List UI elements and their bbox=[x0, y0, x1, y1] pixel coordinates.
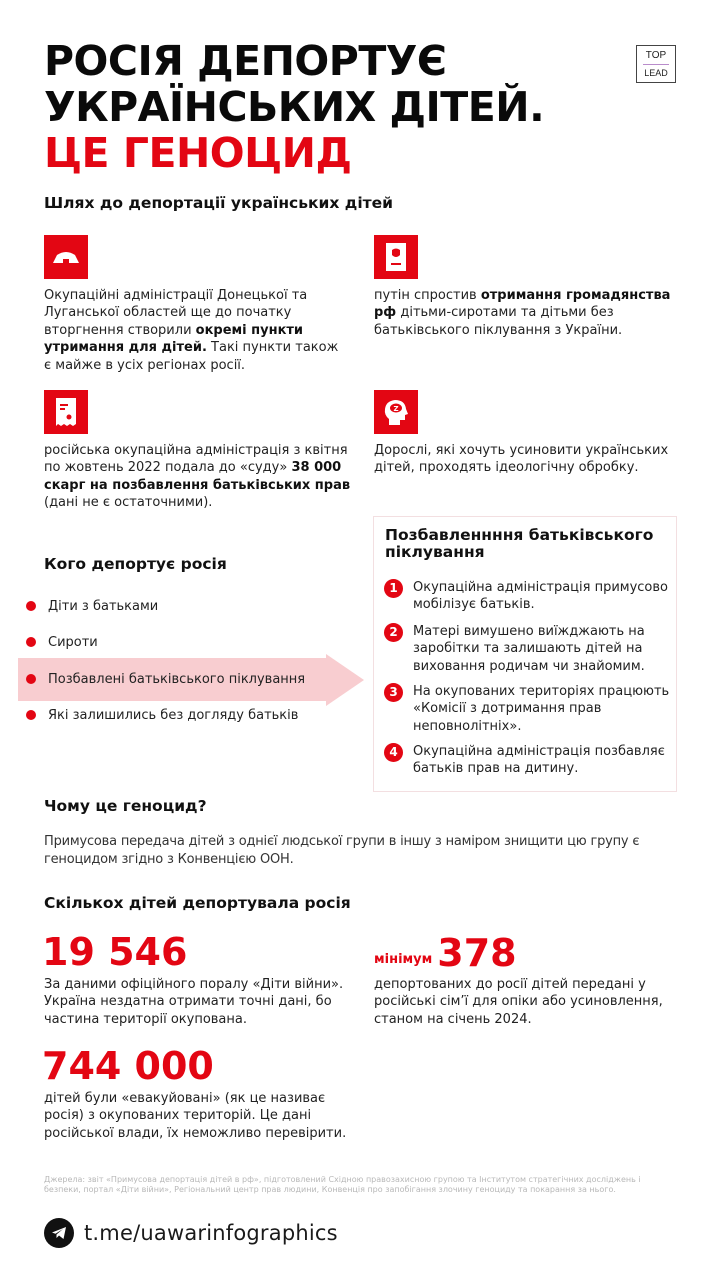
who-list-item: Які залишились без догляду батьків bbox=[20, 698, 298, 732]
panel-step: 2 Матері вимушено виїжджають на заробітки та залишають дітей на виховання родичам чи знайомим. bbox=[384, 623, 673, 675]
path-item-1-text: Окупаційні адміністрації Донецької та Луганської областей ще до початку вторгнення створили окремі пункти утримання для дітей. Такі пункти також є майже в усіх регіонах росії. bbox=[44, 288, 339, 373]
sources-text: Джерела: звіт «Примусова депортація дітей в рф», підготовлений Східною правозахисною групою та Інститутом стратегічних досліджень і безпеки, портал «Діти війни», Регіональний центр прав людини, Конвенція про запобігання злочину геноциду та покарання за нього. bbox=[44, 1175, 641, 1194]
path-item-4-text: Дорослі, які хочуть усиновити українських дітей, проходять ідеологічну обробку. bbox=[374, 443, 669, 476]
bullet-dot-icon bbox=[26, 710, 36, 720]
panel-step: 3 На окупованих територіях працюють «Комісії з дотримання прав неповнолітніх». bbox=[384, 683, 673, 735]
stat-378-text: депортованих до росії дітей передані у російські сім’ї для опіки або усиновлення, станом на січень 2024. bbox=[374, 977, 663, 1027]
step-number-badge: 1 bbox=[384, 579, 403, 598]
stat-744000-text: дітей були «евакуйовані» (як це називає росія) з окупованих територій. Це дані російської влади, їх неможливо перевірити. bbox=[44, 1091, 347, 1141]
title-line-2: УКРАЇНСЬКИХ ДІТЕЙ. bbox=[44, 83, 545, 131]
telegram-link[interactable]: t.me/uawarinfographics bbox=[84, 1221, 338, 1245]
telegram-icon bbox=[44, 1218, 74, 1248]
bullet-dot-icon bbox=[26, 674, 36, 684]
document-icon bbox=[44, 390, 88, 434]
logo-divider bbox=[643, 64, 669, 65]
stat-744000-value: 744 000 bbox=[42, 1044, 214, 1088]
stat-378-prefix: мінімум bbox=[374, 952, 433, 967]
stat-378-block bbox=[374, 932, 517, 974]
stats-heading: Скількох дітей депортувала росія bbox=[44, 894, 351, 912]
panel-step: 1 Окупаційна адміністрація примусово мобілізує батьків. bbox=[384, 579, 673, 614]
stat-378-value: 378 bbox=[437, 931, 517, 975]
stat-19546-value: 19 546 bbox=[42, 930, 188, 974]
telegram-link-block[interactable] bbox=[44, 1218, 338, 1248]
title-line-1: РОСІЯ ДЕПОРТУЄ bbox=[44, 37, 447, 85]
who-list-item-highlighted: Позбавлені батьківського піклування bbox=[20, 662, 305, 696]
step-number-badge: 4 bbox=[384, 743, 403, 762]
genocide-text: Примусова передача дітей з однієї людської групи в іншу з наміром знищити цю групу є геноцидом згідно з Конвенцією ООН. bbox=[44, 834, 640, 867]
panel-step: 4 Окупаційна адміністрація позбавляє батьків прав на дитину. bbox=[384, 743, 673, 778]
who-heading: Кого депортує росія bbox=[44, 555, 227, 573]
who-list-item: Сироти bbox=[20, 625, 98, 659]
bullet-dot-icon bbox=[26, 601, 36, 611]
svg-text:Z: Z bbox=[393, 405, 399, 413]
page-title bbox=[44, 38, 644, 176]
title-line-3: ЦЕ ГЕНОЦИД bbox=[44, 129, 352, 177]
passport-icon bbox=[374, 235, 418, 279]
panel-title: Позбавленнння батьківського піклування bbox=[385, 526, 654, 561]
genocide-heading: Чому це геноцид? bbox=[44, 797, 207, 815]
path-item-2-text: путін спростив отримання громадянства рф дітьми-сиротами та дітьми без батьківського піклування з України. bbox=[374, 288, 671, 338]
logo-top-text: TOP bbox=[645, 50, 667, 61]
who-list-item: Діти з батьками bbox=[20, 589, 158, 623]
tent-icon bbox=[44, 235, 88, 279]
top-lead-logo bbox=[636, 45, 676, 83]
step-number-badge: 2 bbox=[384, 623, 403, 642]
deprivation-panel bbox=[373, 516, 677, 792]
path-heading: Шлях до депортації українських дітей bbox=[44, 194, 393, 212]
highlight-arrow-head bbox=[326, 654, 364, 706]
step-number-badge: 3 bbox=[384, 683, 403, 702]
stat-19546-text: За даними офіційного поралу «Діти війни». Україна нездатна отримати точні дані, бо частина території окупована. bbox=[44, 977, 344, 1027]
bullet-dot-icon bbox=[26, 637, 36, 647]
path-item-3-text: російська окупаційна адміністрація з квітня по жовтень 2022 подала до «суду» 38 000 скарг на позбавлення батьківських прав (дані не є остаточними). bbox=[44, 443, 351, 511]
logo-bottom-text: LEAD bbox=[644, 68, 668, 78]
head-z-icon bbox=[374, 390, 418, 434]
